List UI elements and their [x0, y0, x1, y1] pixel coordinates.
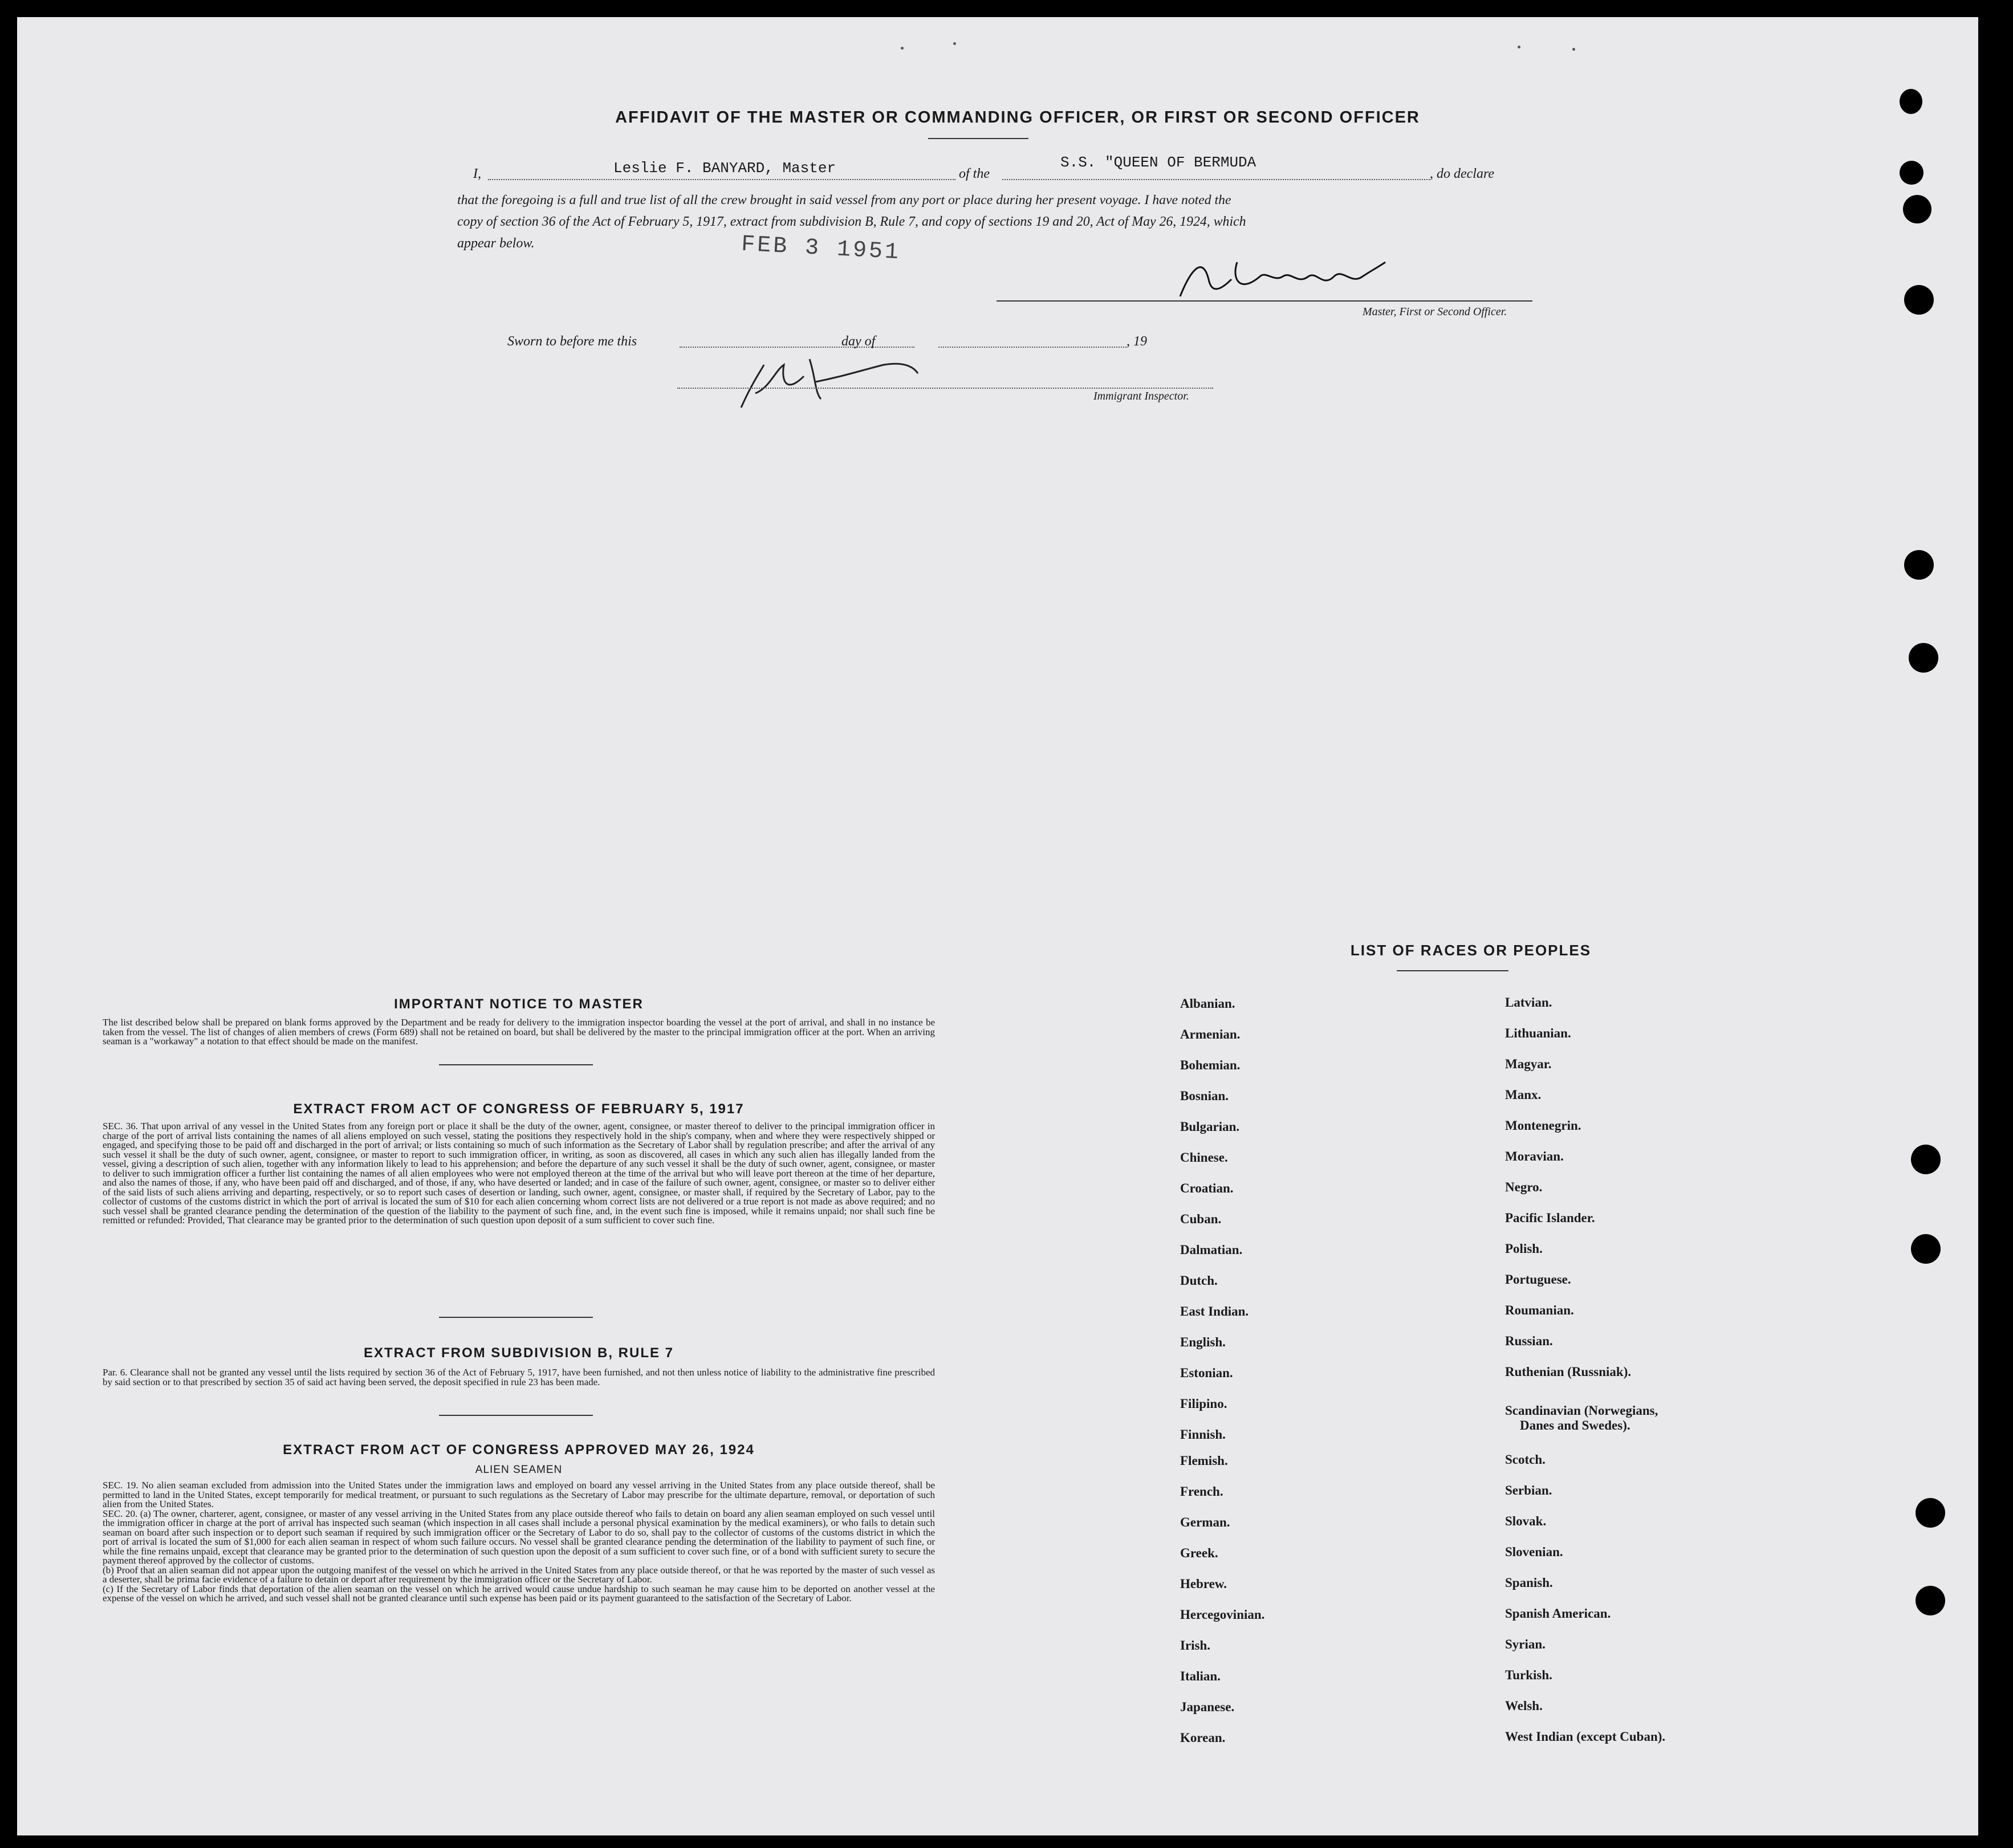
race-item: Polish. [1505, 1242, 1543, 1256]
date-stamp: FEB 3 1951 [741, 231, 902, 266]
sworn-prefix: Sworn to before me this [507, 334, 637, 349]
race-item: Slovenian. [1505, 1545, 1563, 1559]
race-item: East Indian. [1180, 1304, 1249, 1318]
race-item: Syrian. [1505, 1637, 1546, 1651]
race-item: Welsh. [1505, 1699, 1543, 1713]
race-item: Portuguese. [1505, 1272, 1571, 1287]
sec-19: SEC. 19. No alien seaman excluded from admission into the United States under the immigration laws and employed on board any vessel arriving in the United States from any place outside thereof, shall be permitted to land in the United States, except temporarily for medical treatment, or pursuant to such regulations as the Secretary of Labor may prescribe for the ultimate departure, removal, or deportation of such alien from the United States. [103, 1480, 935, 1509]
extract-1924-title: EXTRACT FROM ACT OF CONGRESS APPROVED MAY 26, 1924 [283, 1442, 755, 1458]
divider [928, 138, 1028, 139]
race-item: Turkish. [1505, 1668, 1552, 1682]
affidavit-line-3: copy of section 36 of the Act of February 5, 1917, extract from subdivision B, Rule 7, and copy of sections 19 and 20, Act of May 26, 1924, which [457, 214, 1246, 229]
race-item: Lithuanian. [1505, 1026, 1571, 1040]
punch-hole [1909, 643, 1938, 673]
declarant-name: Leslie F. BANYARD, Master [613, 160, 836, 177]
race-item: Japanese. [1180, 1700, 1235, 1714]
declarant-line [488, 179, 955, 180]
of-the-label: of the [959, 166, 990, 181]
race-item: Scotch. [1505, 1452, 1546, 1467]
notice-body: The list described below shall be prepared on blank forms approved by the Department and be ready for delivery to the immigration inspector boarding the vessel at the port of arrival, and shall in no instance be taken from the vessel. The list of changes of alien members of crews (Form 689) shall not be retained on board, but shall be delivered by the master to the principal immigration officer at the port. When an arriving seaman is a "workaway" a notation to that effect should be made on the manifest. [103, 1017, 935, 1047]
sec-20c: (c) If the Secretary of Labor finds that deportation of the alien seaman on the vessel on which he arrived would cause undue hardship to such seaman he may cause him to be deported on another vessel at the expense of the vessel on which he arrived, and such vessel shall not be granted clearance until such expense has been paid or its payment guaranteed to the satisfaction of the Secretary of Labor. [103, 1583, 935, 1603]
race-item: Flemish. [1180, 1454, 1228, 1468]
do-declare-label: , do declare [1430, 166, 1495, 181]
day-of-label: day of [841, 334, 876, 349]
race-item: Croatian. [1180, 1181, 1234, 1195]
divider [1397, 970, 1508, 971]
race-item: Dalmatian. [1180, 1243, 1243, 1257]
race-item: Serbian. [1505, 1483, 1552, 1497]
signature-line [997, 300, 1532, 302]
race-item: English. [1180, 1335, 1226, 1349]
punch-hole [1900, 161, 1923, 185]
race-item: Spanish American. [1505, 1606, 1611, 1621]
race-item: Filipino. [1180, 1397, 1227, 1411]
race-item: Hebrew. [1180, 1577, 1227, 1591]
race-item: Albanian. [1180, 996, 1235, 1011]
sec-20b: (b) Proof that an alien seaman did not appear upon the outgoing manifest of the vessel on which he arrived in the United States from any place outside thereof, or that he was reported by the master of such vessel as a deserter, shall be prima facie evidence of a failure to detain or deport after requirement by the immigration officer or the Secretary of Labor. [103, 1564, 935, 1585]
race-item: Ruthenian (Russniak). [1505, 1365, 1632, 1379]
declarant-prefix: I, [473, 166, 481, 181]
race-item: Finnish. [1180, 1427, 1226, 1442]
notice-title: IMPORTANT NOTICE TO MASTER [394, 996, 644, 1012]
punch-hole [1911, 1145, 1941, 1174]
race-item: Montenegrin. [1505, 1118, 1581, 1133]
race-item: Bulgarian. [1180, 1120, 1240, 1134]
race-item: Pacific Islander. [1505, 1211, 1595, 1225]
race-item: Manx. [1505, 1088, 1542, 1102]
divider [439, 1317, 593, 1318]
rule7-body: Par. 6. Clearance shall not be granted any vessel until the lists required by section 36 of the Act of February 5, 1917, have been furnished, and not then unless notice of liability to the administrative fine prescribed by said section or to that prescribed by section 35 of said act having been served, the deposit specified in rule 23 has been made. [103, 1367, 935, 1387]
rule7-title: EXTRACT FROM SUBDIVISION B, RULE 7 [363, 1345, 674, 1361]
punch-hole [1911, 1234, 1941, 1264]
race-item: Korean. [1180, 1731, 1226, 1745]
race-item: Scandinavian (Norwegians, [1505, 1403, 1658, 1418]
race-item: Slovak. [1505, 1514, 1547, 1528]
sec-20a: SEC. 20. (a) The owner, charterer, agent, consignee, or master of any vessel arriving in the United States from any place outside thereof who fails to detain on board any alien seaman employed on such vessel until the immigration officer in charge at the port of arrival has inspected such seaman (which inspection in all cases shall include a personal physical examination by the medical examiners), or who fails to detain such seaman on board after such inspection or to deport such seaman if required by such immigration officer or the Secretary of Labor to do so, shall pay to the collector of customs of the customs district in which the port of arrival is located the sum of $1,000 for each alien seaman in respect of whom such failure occurs. No vessel shall be granted clearance pending the determination of the liability to payment of such fine, or while the fine remains unpaid, except that clearance may be granted prior to the determination of such question upon the deposit of a sum sufficient to cover such fine, or of a bond with sufficient surety to secure the payment thereof approved by the collector of customs. [103, 1508, 935, 1566]
extract-1917-title: EXTRACT FROM ACT OF CONGRESS OF FEBRUARY 5, 1917 [293, 1101, 745, 1117]
speck [1518, 46, 1520, 48]
race-item: Russian. [1505, 1334, 1553, 1348]
race-item: Bosnian. [1180, 1089, 1229, 1103]
affidavit-line-4: appear below. [457, 236, 535, 251]
affidavit-line-2: that the foregoing is a full and true list of all the crew brought in said vessel from any port or place during her present voyage. I have noted the [457, 193, 1231, 207]
race-item: Magyar. [1505, 1057, 1552, 1071]
races-title: LIST OF RACES OR PEOPLES [1350, 942, 1592, 959]
race-item: Cuban. [1180, 1212, 1222, 1226]
race-item: Hercegovinian. [1180, 1607, 1265, 1622]
extract-1924-subtitle: ALIEN SEAMEN [475, 1464, 563, 1476]
punch-hole [1903, 195, 1931, 223]
master-signature [1169, 245, 1408, 308]
year-prefix: , 19 [1127, 334, 1147, 349]
race-item: Irish. [1180, 1638, 1211, 1652]
race-item: German. [1180, 1515, 1230, 1529]
punch-hole [1904, 550, 1934, 580]
race-item: Armenian. [1180, 1027, 1241, 1041]
race-item: Spanish. [1505, 1576, 1553, 1590]
inspector-signature [730, 348, 946, 416]
race-item: Negro. [1505, 1180, 1543, 1194]
divider [439, 1415, 593, 1416]
race-item: French. [1180, 1484, 1223, 1499]
vessel-line [1002, 179, 1430, 180]
race-item: Danes and Swedes). [1520, 1418, 1630, 1432]
affidavit-title: AFFIDAVIT OF THE MASTER OR COMMANDING OFFICER, OR FIRST OR SECOND OFFICER [615, 108, 1420, 127]
document-page [17, 17, 1978, 1835]
speck [1572, 48, 1575, 51]
punch-hole [1916, 1498, 1945, 1528]
race-item: Bohemian. [1180, 1058, 1241, 1072]
race-item: Dutch. [1180, 1273, 1218, 1288]
race-item: Italian. [1180, 1669, 1221, 1683]
extract-1917-body: SEC. 36. That upon arrival of any vessel in the United States from any foreign port or place it shall be the duty of the owner, agent, consignee, or master thereof to deliver to the principal immigration officer in charge of the port of arrival lists containing the names of all aliens employed on such vessel, stating the positions they respectively hold in the ship's company, when and where they were respectively shipped or engaged, and specifying those to be paid off and discharged in the port of arrival; or lists containing so much of such information as the Secretary of Labor shall by regulation prescribe; and after the arrival of any such vessel it shall be the duty of such owner, agent, consignee, or master to report to such immigration officer, in writing, as soon as discovered, all cases in which any such alien has illegally landed from the vessel, giving a description of such alien, together with any information likely to lead to his apprehension; and before the departure of any such vessel it shall be the duty of such owner, agent, consignee, or master to deliver to such immigration officer a further list containing the names of all alien employees who were not employed thereon at the time of the arrival but who will leave port thereon at the time of her departure, and also the names of those, if any, who have been paid off and discharged, and of those, if any, who have deserted or landed; and in case of the failure of such owner, agent, consignee, or master so to deliver either of the said lists of such aliens arriving and departing, respectively, or so to report such cases of desertion or landing, such owner, agent, consignee, or master shall, if required by the Secretary of Labor, pay to the collector of customs of the customs district in which the port of arrival is located the sum of $10 for each alien concerning whom correct lists are not delivered or a true report is not made as above required; and no such vessel shall be granted clearance pending the determination of the question of the liability to the payment of such fine, and, in the event such fine is imposed, while it remains unpaid; nor shall such fine be remitted or refunded: Provided, That clearance may be granted prior to the determination of such question upon deposit of a sum sufficient to cover such fine. [103, 1121, 935, 1226]
race-item: Chinese. [1180, 1150, 1228, 1165]
race-item: Latvian. [1505, 995, 1552, 1010]
race-item: Greek. [1180, 1546, 1218, 1560]
speck [901, 47, 904, 50]
punch-hole [1904, 285, 1934, 315]
punch-hole [1916, 1586, 1945, 1615]
vessel-name: S.S. "QUEEN OF BERMUDA [1060, 154, 1256, 171]
inspector-caption: Immigrant Inspector. [1093, 390, 1189, 402]
signature-caption: Master, First or Second Officer. [1363, 306, 1507, 318]
speck [953, 42, 956, 45]
punch-hole [1900, 89, 1922, 114]
race-item: Roumanian. [1505, 1303, 1574, 1317]
inspector-line [677, 388, 1213, 389]
race-item: West Indian (except Cuban). [1505, 1729, 1666, 1744]
race-item: Moravian. [1505, 1149, 1564, 1163]
extract-1924-body [103, 1481, 935, 1603]
sworn-month-line [938, 347, 1127, 348]
race-item: Estonian. [1180, 1366, 1233, 1380]
divider [439, 1064, 593, 1065]
